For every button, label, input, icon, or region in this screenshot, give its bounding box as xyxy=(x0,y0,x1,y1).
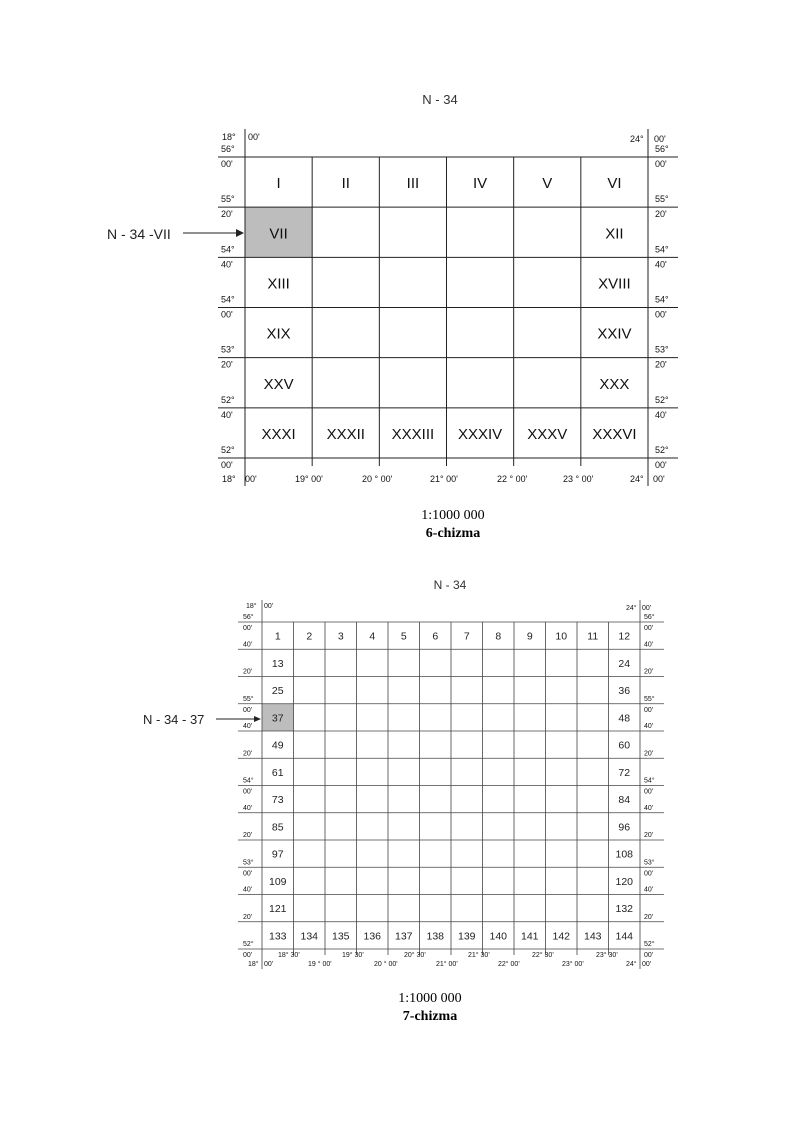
fig7-cell-label: 141 xyxy=(520,930,539,943)
fig7-right-lat-label: 55° xyxy=(644,695,655,703)
fig6-cell-label: XXXIV xyxy=(457,425,503,443)
fig7-bottom-lon-label: 21° 30' xyxy=(468,952,490,959)
fig7-cell-label: 8 xyxy=(495,630,502,643)
fig7-right-lat-label: 52° xyxy=(644,941,655,948)
fig7-cell-label: 142 xyxy=(552,930,571,943)
fig7-right-lat-label: 40' xyxy=(644,804,654,812)
fig7-cell-label: 85 xyxy=(271,821,284,834)
fig7-cell-label: 134 xyxy=(300,930,319,943)
fig6-left-lat-label: 55° xyxy=(221,194,235,205)
fig7-corner-minute-left: 00' xyxy=(264,603,274,610)
fig6-cell-label: V xyxy=(542,175,553,193)
fig6-right-lat-label: 54° xyxy=(655,244,669,255)
fig6-cell-label: XIII xyxy=(267,275,290,293)
fig7-scale: 1:1000 000 xyxy=(398,991,462,1006)
fig7-right-lat-label: 20' xyxy=(644,832,654,839)
fig6-right-lat-label: 20' xyxy=(655,209,667,220)
fig6-corner-minute-left: 00' xyxy=(248,132,260,142)
fig6-cell-label: VI xyxy=(607,175,622,193)
fig7-cell-label: 121 xyxy=(268,903,287,916)
fig7-cell-label: 120 xyxy=(615,875,634,888)
fig6-right-lat-label: 40' xyxy=(655,259,667,270)
fig6-right-lat-label: 40' xyxy=(655,409,667,420)
fig7-right-lat-label: 54° xyxy=(644,777,655,785)
fig6-left-lat-label: 20' xyxy=(221,209,233,220)
fig7-cell-label: 140 xyxy=(489,930,508,943)
fig6-bottom-lon-label: 22 ° 00' xyxy=(497,474,528,484)
fig7-pointer-label: N - 34 - 37 xyxy=(143,712,205,727)
fig7-cell-label: 49 xyxy=(271,739,284,752)
fig7-right-lat-label: 56° xyxy=(644,614,655,621)
fig7-right-lat-label: 40' xyxy=(644,723,654,730)
fig6-cell-label: XXXVI xyxy=(592,425,637,443)
fig7-cell-label: 6 xyxy=(432,630,439,643)
fig7-bottom-lon-label: 23° 30' xyxy=(596,952,618,959)
fig6-left-lat-label: 40' xyxy=(221,409,233,420)
fig6-left-lat-label: 54° xyxy=(221,244,235,255)
fig7-left-lat-label: 53° xyxy=(243,859,254,867)
fig7-bottom-lon-label: 22° 30' xyxy=(532,952,554,959)
fig7-figure-label: 7-chizma xyxy=(402,1009,458,1024)
fig7-bottom-lon-label: 19° 30' xyxy=(342,952,364,959)
fig7-cell-label: 136 xyxy=(363,930,382,943)
fig7-cell-label: 9 xyxy=(526,630,533,643)
fig6-cell-label: XXV xyxy=(263,375,294,393)
fig7-left-lat-label: 56° xyxy=(243,614,254,621)
fig7-right-lat-label: 40' xyxy=(644,886,654,894)
fig7-right-lat-label: 00' xyxy=(644,706,654,714)
fig7-left-lat-label: 00' xyxy=(243,788,253,796)
fig7-bottom-lon-label: 22° 00' xyxy=(498,961,520,968)
fig6-right-lat-label: 54° xyxy=(655,294,669,305)
fig7-cell-label: 24 xyxy=(618,657,631,670)
fig7-cell-label: 139 xyxy=(457,930,476,943)
fig7-right-lat-label: 20' xyxy=(644,750,654,758)
fig6-left-lat-label: 00' xyxy=(221,159,233,169)
fig7-right-lat-label: 20' xyxy=(644,913,654,921)
fig7-right-lat-label: 40' xyxy=(644,641,654,649)
fig7-left-lat-label: 00' xyxy=(243,706,253,714)
fig7-cell-label: 10 xyxy=(555,630,568,643)
fig7-bottom-lon-label: 00' xyxy=(264,961,274,968)
fig7-cell-label: 61 xyxy=(271,766,284,779)
fig7-right-lat-label: 00' xyxy=(644,870,654,878)
fig7-bottom-lon-label: 21° 00' xyxy=(436,961,458,968)
fig7-cell-label: 3 xyxy=(337,630,344,643)
fig7-cell-label: 108 xyxy=(615,848,634,861)
fig7-sheet-title: N - 34 xyxy=(433,578,467,592)
fig7-cell-label: 135 xyxy=(331,930,350,943)
fig7-bottom-lon-label: 20° 30' xyxy=(404,952,426,959)
fig6-left-lat-label: 40' xyxy=(221,259,233,270)
fig7-bottom-lon-label: 19 ° 00' xyxy=(308,961,332,968)
fig7-cell-label: 13 xyxy=(271,657,284,670)
fig7-cell-label: 36 xyxy=(618,685,631,698)
fig6-left-lat-label: 00' xyxy=(221,309,233,320)
fig7-cell-label: 138 xyxy=(426,930,445,943)
fig7-left-lat-label: 20' xyxy=(243,668,253,676)
fig7-cell-label: 144 xyxy=(615,930,634,943)
fig7-cell-label: 48 xyxy=(618,712,631,725)
fig6-left-lat-label: 52° xyxy=(221,445,235,455)
fig7-left-lat-label: 40' xyxy=(243,723,253,730)
fig7-left-lat-label: 20' xyxy=(243,750,253,758)
fig6-left-lat-label: 52° xyxy=(221,394,235,405)
fig7-bottom-lon-label: 23° 00' xyxy=(562,961,584,968)
fig7-bottom-lon-label: 18° xyxy=(248,961,259,968)
fig7-cell-label: 84 xyxy=(618,794,631,807)
fig7-cell-label: 60 xyxy=(618,739,631,752)
fig6-cell-label: IV xyxy=(472,175,488,193)
fig6-right-lat-label: 00' xyxy=(655,159,667,169)
fig6-right-lat-label: 55° xyxy=(655,194,669,205)
fig7-cell-label: 137 xyxy=(394,930,413,943)
fig7-cell-label: 143 xyxy=(583,930,602,943)
fig6-right-lat-label: 00' xyxy=(655,309,667,320)
fig6-left-lat-label: 56° xyxy=(221,144,235,154)
fig7-bottom-lon-label: 00' xyxy=(642,961,652,968)
fig7-right-lat-label: 00' xyxy=(644,625,654,632)
fig6-left-lat-label: 20' xyxy=(221,359,233,370)
fig7-cell-label: 109 xyxy=(268,875,287,888)
fig7-left-lat-label: 40' xyxy=(243,886,253,894)
fig6-bottom-lon-label: 23 ° 00' xyxy=(563,474,594,484)
fig7-caption xyxy=(330,990,530,1026)
fig6-cell-label: XIX xyxy=(266,325,291,343)
fig6-right-lat-label: 20' xyxy=(655,359,667,370)
fig6-scale: 1:1000 000 xyxy=(421,508,485,523)
fig6-cell-label: II xyxy=(341,175,350,193)
fig7-cell-label: 132 xyxy=(615,903,634,916)
fig6-left-lat-label: 00' xyxy=(221,460,233,470)
fig6-bottom-lon-label: 18° xyxy=(222,474,236,484)
fig6-cell-label: XXXI xyxy=(261,425,296,443)
fig6-bottom-lon-label: 19° 00' xyxy=(295,474,323,484)
fig6-bottom-lon-label: 00' xyxy=(653,474,665,484)
fig7-left-lat-label: 00' xyxy=(243,870,253,878)
fig6-cell-label: I xyxy=(276,175,281,193)
fig7-cell-label: 4 xyxy=(369,630,376,643)
fig7-cell-label: 7 xyxy=(463,630,470,643)
fig6-bottom-lon-label: 24° xyxy=(630,474,644,484)
fig7-corner-degree-left: 18° xyxy=(246,603,257,610)
fig7-cell-label: 96 xyxy=(618,821,631,834)
fig7-cell-label: 1 xyxy=(274,630,281,643)
fig6-corner-degree-left: 18° xyxy=(222,132,236,142)
fig6-cell-label: XXXIII xyxy=(391,425,435,443)
fig7-left-lat-label: 40' xyxy=(243,804,253,812)
fig7-cell-label: 72 xyxy=(618,766,631,779)
fig6-bottom-lon-label: 00' xyxy=(245,474,257,484)
fig7-cell-label: 133 xyxy=(268,930,287,943)
fig7-right-lat-label: 20' xyxy=(644,668,654,676)
fig7-cell-label: 2 xyxy=(306,630,313,643)
fig7-cell-label: 5 xyxy=(400,630,407,643)
fig6-figure-label: 6-chizma xyxy=(425,526,481,541)
fig7-corner-degree-right: 24° xyxy=(626,605,637,612)
fig7-cell-label: 37 xyxy=(271,712,284,725)
fig6-corner-minute-right: 00' xyxy=(654,134,666,144)
fig7-left-lat-label: 20' xyxy=(243,832,253,839)
fig7-left-lat-label: 40' xyxy=(243,641,253,649)
fig7-left-lat-label: 00' xyxy=(243,952,253,959)
fig6-bottom-lon-label: 20 ° 00' xyxy=(362,474,393,484)
fig6-cell-label: XXXV xyxy=(527,425,568,443)
fig7-left-lat-label: 52° xyxy=(243,941,254,948)
fig6-cell-label: XXIV xyxy=(597,325,632,343)
fig7-left-lat-label: 55° xyxy=(243,695,254,703)
fig6-right-lat-label: 53° xyxy=(655,344,669,355)
fig7-right-lat-label: 53° xyxy=(644,859,655,867)
fig7-pointer-arrowhead xyxy=(254,716,261,722)
fig6-corner-degree-right: 24° xyxy=(630,134,644,144)
fig6-left-lat-label: 53° xyxy=(221,344,235,355)
fig7-cell-label: 97 xyxy=(271,848,284,861)
fig6-right-lat-label: 56° xyxy=(655,144,669,154)
fig7-left-lat-label: 54° xyxy=(243,777,254,785)
fig7-bottom-lon-label: 20 ° 00' xyxy=(374,961,398,968)
fig6-right-lat-label: 52° xyxy=(655,445,669,455)
fig6-cell-label: XII xyxy=(605,225,624,243)
fig6-cell-label: XVIII xyxy=(598,275,631,293)
fig7-cell-label: 73 xyxy=(271,794,284,807)
fig7-cell-label: 25 xyxy=(271,685,284,698)
fig6-cell-label: XXXII xyxy=(326,425,365,443)
fig7-left-lat-label: 20' xyxy=(243,913,253,921)
fig7-bottom-lon-label: 18° 30' xyxy=(278,952,300,959)
fig7-cell-label: 12 xyxy=(618,630,631,643)
fig7-right-lat-label: 00' xyxy=(644,952,654,959)
fig6-cell-label: VII xyxy=(269,225,288,243)
fig7-cell-label: 11 xyxy=(587,630,599,643)
fig6-cell-label: III xyxy=(406,175,420,193)
fig7-corner-minute-right: 00' xyxy=(642,605,652,612)
fig6-pointer-label: N - 34 -VII xyxy=(107,226,171,242)
fig7-left-lat-label: 00' xyxy=(243,625,253,632)
fig6-left-lat-label: 54° xyxy=(221,294,235,305)
fig6-bottom-lon-label: 21° 00' xyxy=(430,474,458,484)
fig7-right-lat-label: 00' xyxy=(644,788,654,796)
fig7-bottom-lon-label: 24° xyxy=(626,961,637,968)
fig6-cell-label: XXX xyxy=(599,375,630,393)
fig6-right-lat-label: 52° xyxy=(655,394,669,405)
fig6-right-lat-label: 00' xyxy=(655,460,667,470)
fig6-sheet-title: N - 34 xyxy=(422,92,458,107)
